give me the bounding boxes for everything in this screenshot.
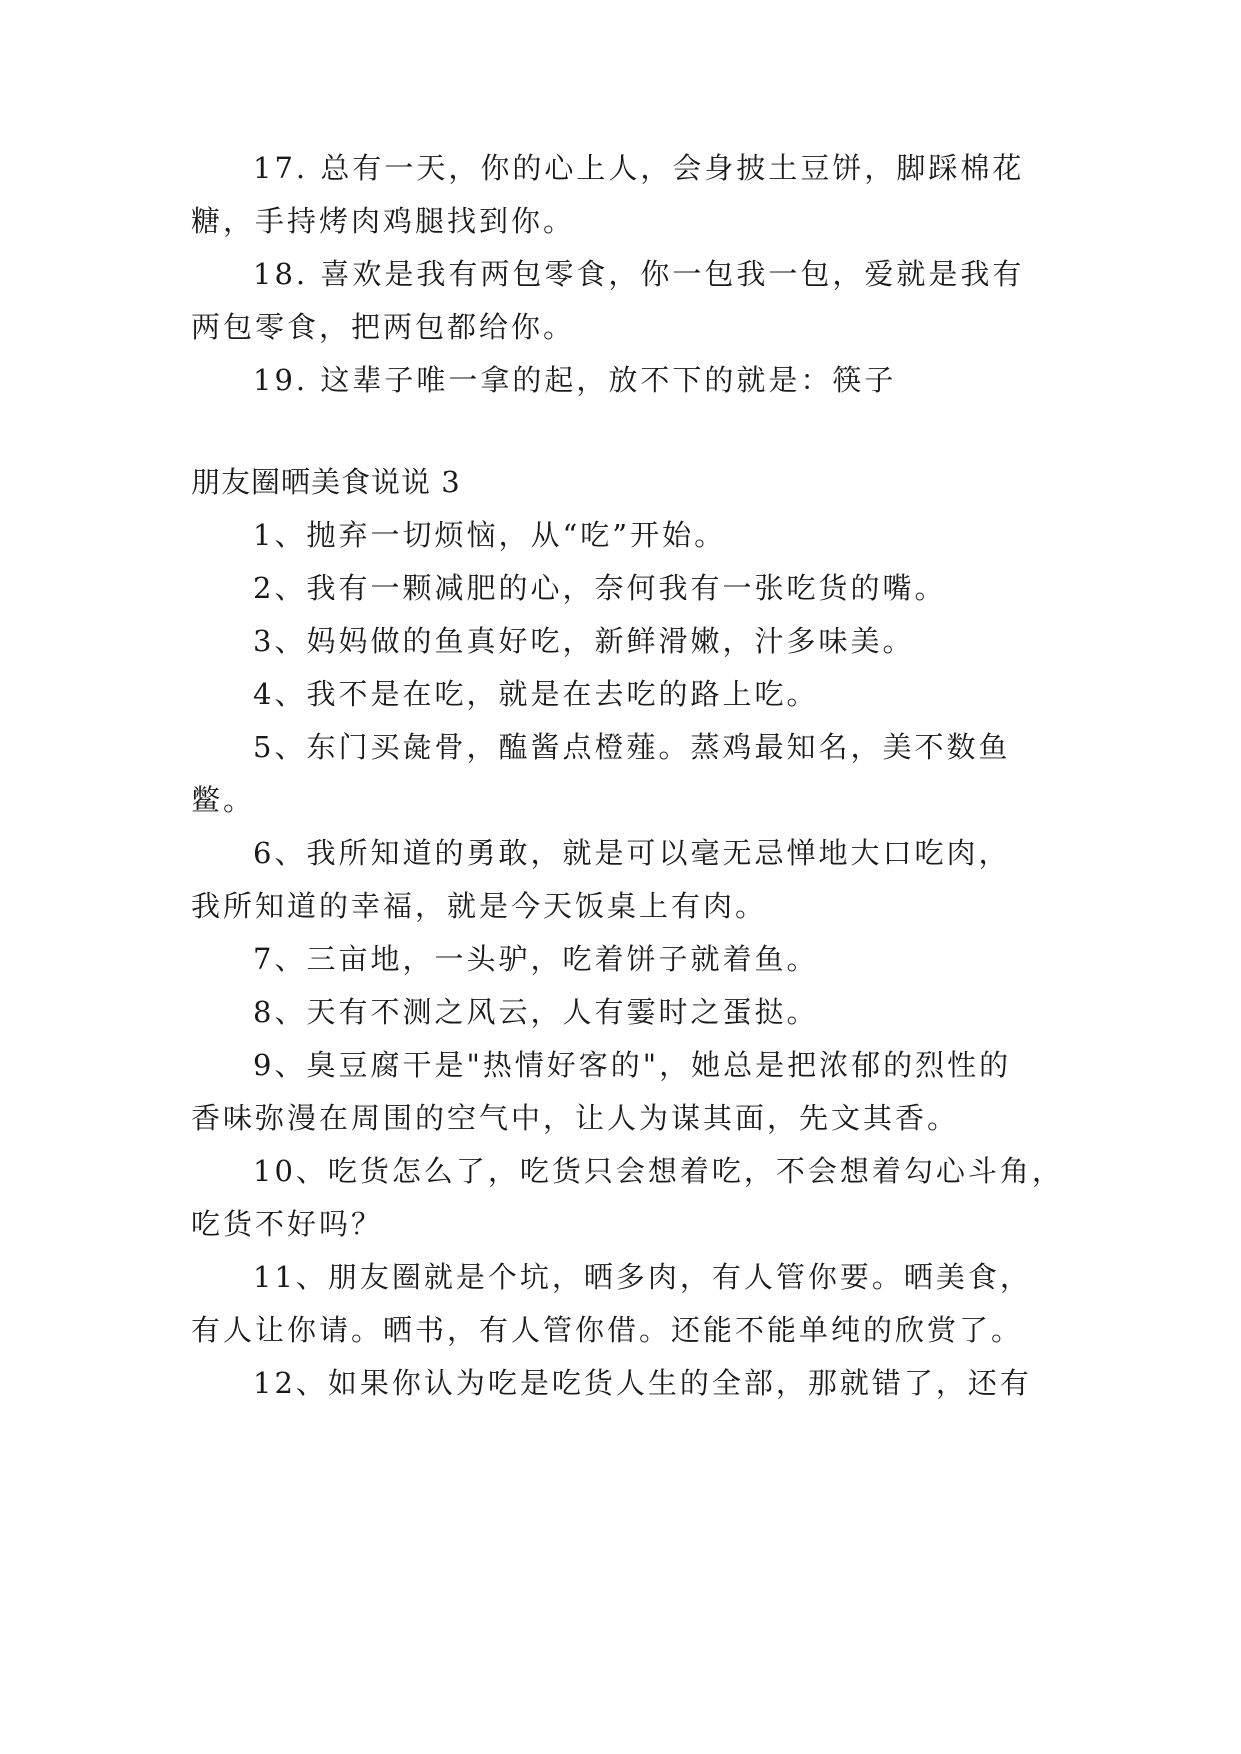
item-17-line-1: 17. 总有一天，你的心上人，会身披土豆饼，脚踩棉花: [253, 151, 1025, 185]
item-10-line-2: 吃货不好吗？: [191, 1207, 384, 1241]
item-3-line-1: 3、妈妈做的鱼真好吃，新鲜滑嫩，汁多味美。: [253, 624, 915, 658]
item-6-line-2: 我所知道的幸福，就是今天饭桌上有肉。: [191, 889, 768, 923]
item-18-line-2: 两包零食，把两包都给你。: [191, 310, 576, 344]
section-heading: 朋友圈晒美食说说 3: [191, 465, 461, 499]
item-18-line-1: 18. 喜欢是我有两包零食，你一包我一包，爱就是我有: [253, 257, 1025, 291]
item-9-line-2: 香味弥漫在周围的空气中，让人为谋其面，先文其香。: [191, 1101, 960, 1135]
item-6-line-1: 6、我所知道的勇敢，就是可以毫无忌惮地大口吃肉，: [253, 836, 1011, 870]
item-8-line-1: 8、天有不测之风云，人有霎时之蛋挞。: [253, 995, 819, 1029]
item-10-line-1: 10、吃货怎么了，吃货只会想着吃，不会想着勾心斗角，: [253, 1154, 1064, 1188]
item-19-line-1: 19. 这辈子唯一拿的起，放不下的就是：筷子: [253, 363, 897, 397]
item-4-line-1: 4、我不是在吃，就是在去吃的路上吃。: [253, 677, 819, 711]
item-11-line-2: 有人让你请。晒书，有人管你借。还能不能单纯的欣赏了。: [191, 1313, 1024, 1347]
item-5-line-2: 鳖。: [191, 783, 256, 817]
item-17-line-2: 糖，手持烤肉鸡腿找到你。: [191, 204, 576, 238]
item-2-line-1: 2、我有一颗减肥的心，奈何我有一张吃货的嘴。: [253, 571, 947, 605]
item-5-line-1: 5、东门买彘骨，醢酱点橙薤。蒸鸡最知名，美不数鱼: [253, 730, 1011, 764]
item-1-line-1: 1、抛弃一切烦恼，从“吃”开始。: [253, 518, 727, 552]
item-11-line-1: 11、朋友圈就是个坑，晒多肉，有人管你要。晒美食，: [253, 1260, 1032, 1294]
item-7-line-1: 7、三亩地，一头驴，吃着饼子就着鱼。: [253, 942, 819, 976]
item-12-line-1: 12、如果你认为吃是吃货人生的全部，那就错了，还有: [253, 1366, 1032, 1400]
item-9-line-1: 9、臭豆腐干是"热情好客的"，她总是把浓郁的烈性的: [253, 1048, 1012, 1082]
